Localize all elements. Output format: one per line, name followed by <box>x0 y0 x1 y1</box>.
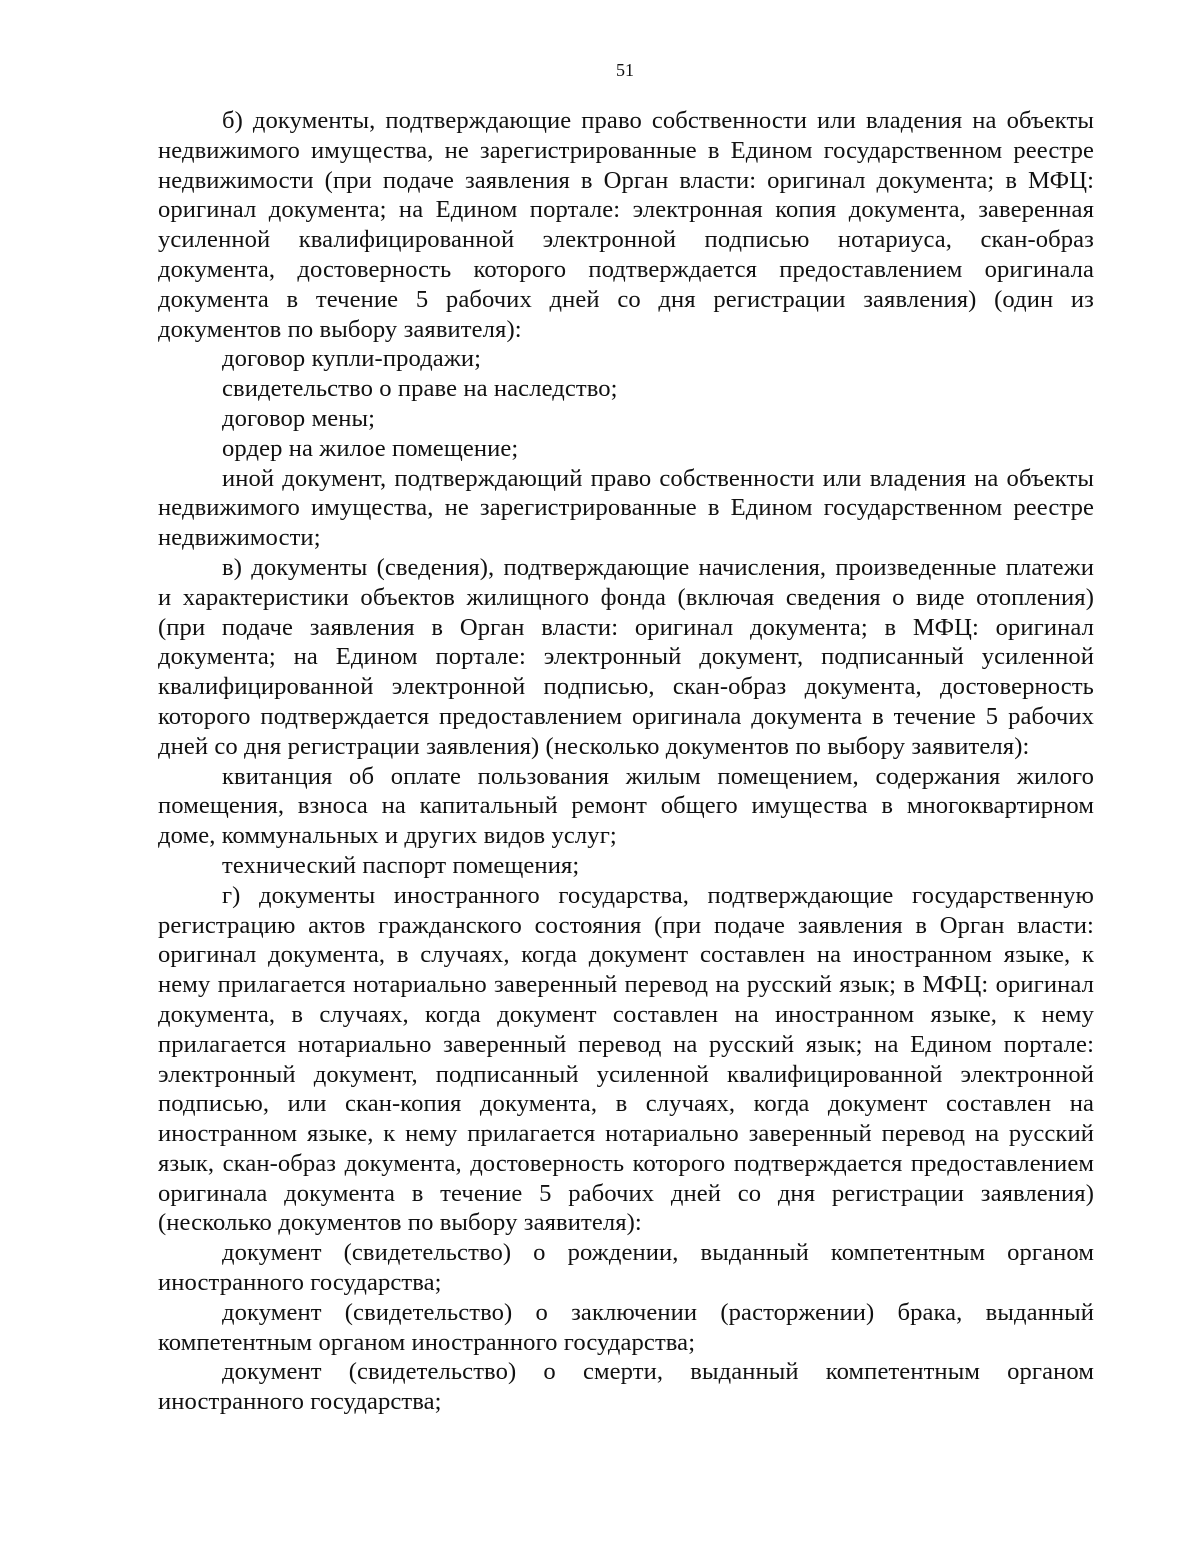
list-item-sale-contract: договор купли-продажи; <box>222 345 482 373</box>
list-item-marriage-certificate: документ (свидетельство) о заключении (расторжении) брака, выданный компетентным органом иностранного государства; <box>158 1298 1094 1356</box>
list-item-payment-receipt: квитанция об оплате пользования жилым помещением, содержания жилого помещения, взноса на капитальный ремонт общего имущества в многоквартирном доме, коммунальных и других видов услуг; <box>158 762 1094 850</box>
list-item-birth-certificate: документ (свидетельство) о рождении, выданный компетентным органом иностранного государства; <box>158 1239 1094 1297</box>
paragraph-b-ownership-documents: б) документы, подтверждающие право собственности или владения на объекты недвижимого имущества, не зарегистрированные в Едином государственном реестре недвижимости (при подаче заявления в Орган власти: оригинал документа; в МФЦ: оригинал документа; на Едином портале: электронная копия документа, заверенная усиленной квалифицированной электронной подписью нотариуса, скан-образ документа, достоверность которого подтверждается предоставлением оригинала документа в течение 5 рабочих дней со дня регистрации заявления) (один из документов по выбору заявителя): <box>158 107 1094 343</box>
paragraph-g-foreign-documents: г) документы иностранного государства, подтверждающие государственную регистрацию актов гражданского состояния (при подаче заявления в Орган власти: оригинал документа, в случаях, когда документ составлен на иностранном языке, к нему прилагается нотариально заверенный перевод на русский язык; в МФЦ: оригинал документа, в случаях, когда документ составлен на иностранном языке, к нему прилагается нотариально заверенный перевод на русский язык; на Едином портале: электронный документ, подписанный усиленной квалифицированной электронной подписью, или скан-копия документа, в случаях, когда документ составлен на иностранном языке, к нему прилагается нотариально заверенный перевод на русский язык, скан-образ документа, достоверность которого подтверждается предоставлением оригинала документа в течение 5 рабочих дней со дня регистрации заявления) (несколько документов по выбору заявителя): <box>158 881 1094 1237</box>
document-body <box>158 106 1094 1417</box>
list-item-inheritance-certificate: свидетельство о праве на наследство; <box>222 375 618 403</box>
page-number: 51 <box>616 60 634 80</box>
list-item-exchange-contract: договор мены; <box>222 404 376 432</box>
list-item-death-certificate: документ (свидетельство) о смерти, выданный компетентным органом иностранного государства; <box>158 1358 1094 1416</box>
list-item-technical-passport: технический паспорт помещения; <box>222 851 580 879</box>
paragraph-v-payment-documents: в) документы (сведения), подтверждающие начисления, произведенные платежи и характеристики объектов жилищного фонда (включая сведения о виде отопления) (при подаче заявления в Орган власти: оригинал документа; в МФЦ: оригинал документа; на Едином портале: электронный документ, подписанный усиленной квалифицированной электронной подписью, скан-образ документа, достоверность которого подтверждается предоставлением оригинала документа в течение 5 рабочих дней со дня регистрации заявления) (несколько документов по выбору заявителя): <box>158 553 1094 760</box>
list-item-housing-order: ордер на жилое помещение; <box>222 434 519 462</box>
list-item-other-ownership-document: иной документ, подтверждающий право собственности или владения на объекты недвижимого имущества, не зарегистрированные в Едином государственном реестре недвижимости; <box>158 464 1094 552</box>
